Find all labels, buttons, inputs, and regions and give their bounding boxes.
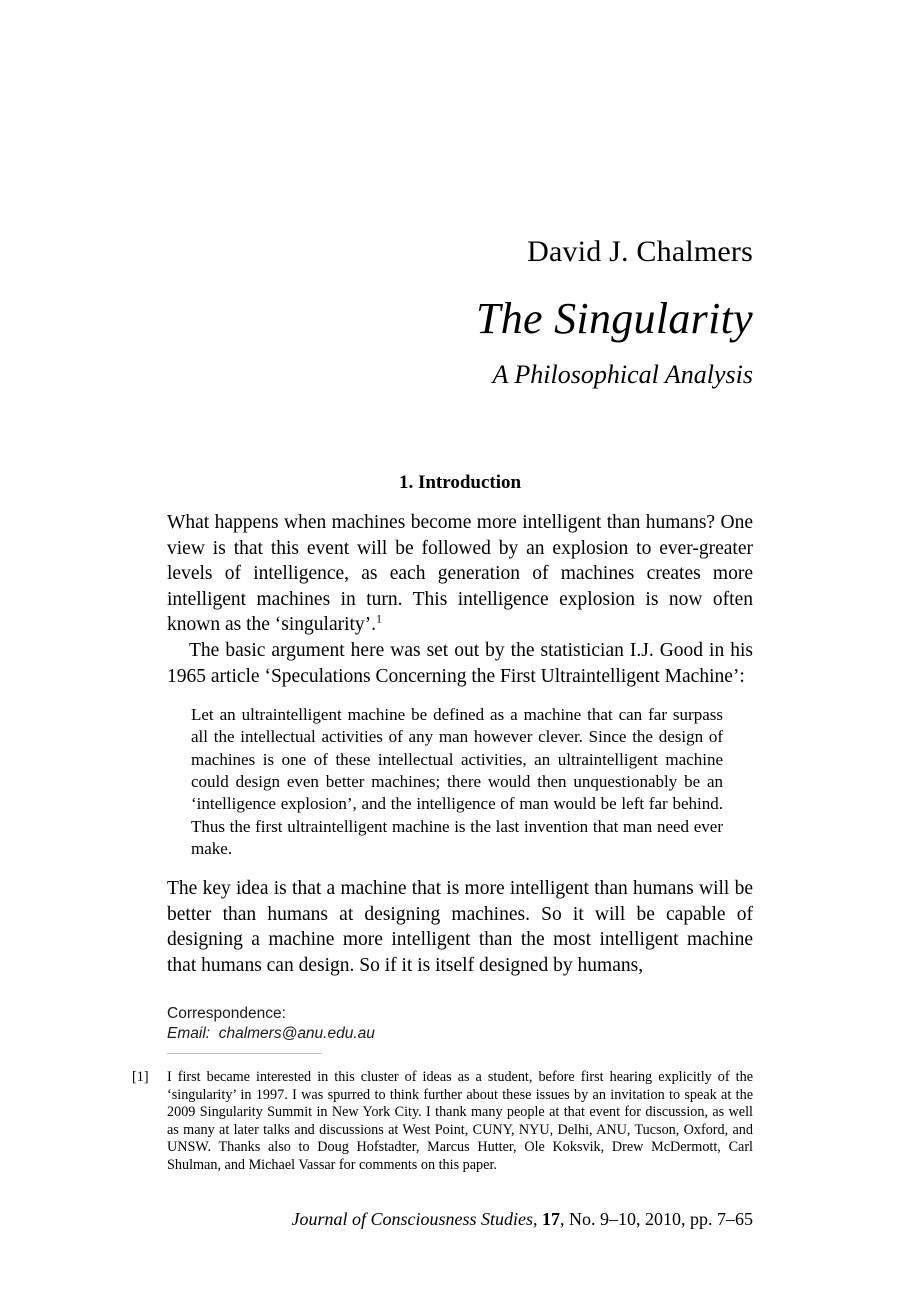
body-column <box>167 471 753 979</box>
email-label: Email: <box>167 1025 211 1042</box>
citation-separator: , <box>533 1209 542 1229</box>
section-heading: 1. Introduction <box>398 472 522 493</box>
journal-name: Journal of Consciousness Studies <box>291 1209 533 1229</box>
journal-volume: 17 <box>542 1209 560 1229</box>
footnote-marker: [1] <box>132 1069 149 1085</box>
blockquote-good-text: Let an ultraintelligent machine be defined as a machine that can far surpass all the intellectual activities of any man however clever. Since the design of machines is one of these intellectual activities, an ultraintelligent machine could design even better machines; there would then unquestionably be an ‘intelligence explosion’, and the intelligence of man would be left far behind. Thus the first ultraintelligent machine is the last invention that man need ever make. <box>191 705 723 858</box>
paragraph-key-idea: The key idea is that a machine that is more intelligent than humans will be better than humans at designing machines. So it will be capable of designing a machine more intelligent than the most intelligent machine that humans can design. So if it is itself designed by humans, <box>167 878 753 977</box>
journal-citation <box>167 1207 753 1231</box>
page-title: The Singularity <box>475 294 753 343</box>
footnote-text: I first became interested in this cluster of ideas as a student, before first hearing explicitly of the ‘singularity’ in 1997. I was spurred to think further about these issues by an invitation to speak at the 2009 Singularity Summit in New York City. I thank many people at that event for discussion, as well as many at later talks and discussions at West Point, CUNY, NYU, Delhi, ANU, Tucson, Oxford, and UNSW. Thanks also to Doug Hofstadter, Marcus Hutter, Ole Koksvik, Drew McDermott, Carl Shulman, and Michael Vassar for comments on this paper. <box>167 1069 753 1173</box>
blockquote-good <box>167 704 723 860</box>
paragraph-intro <box>167 510 753 638</box>
correspondence-block <box>167 1004 667 1044</box>
email-address[interactable]: chalmers@anu.edu.au <box>218 1025 375 1042</box>
citation-details: , No. 9–10, 2010, pp. 7–65 <box>560 1209 753 1229</box>
title-block <box>167 234 753 392</box>
footnote-separator-rule <box>167 1053 322 1054</box>
correspondence-email-line <box>167 1024 667 1044</box>
footnote-1 <box>132 1069 753 1175</box>
page-subtitle: A Philosophical Analysis <box>492 360 753 389</box>
paragraph-good-argument: The basic argument here was set out by the statistician I.J. Good in his 1965 article ‘Speculations Concerning the First Ultraintelligent Machine’: <box>167 639 753 687</box>
footnote-reference-1[interactable]: 1 <box>376 611 383 626</box>
paragraph-intro-text: What happens when machines become more intelligent than humans? One view is that this event will be followed by an explosion to ever-greater levels of intelligence, as each generation of machines creates more intelligent machines in turn. This intelligence explosion is now often known as the ‘singularity’. <box>167 512 753 636</box>
correspondence-label: Correspondence: <box>167 1005 286 1022</box>
author-name: David J. Chalmers <box>527 235 753 268</box>
